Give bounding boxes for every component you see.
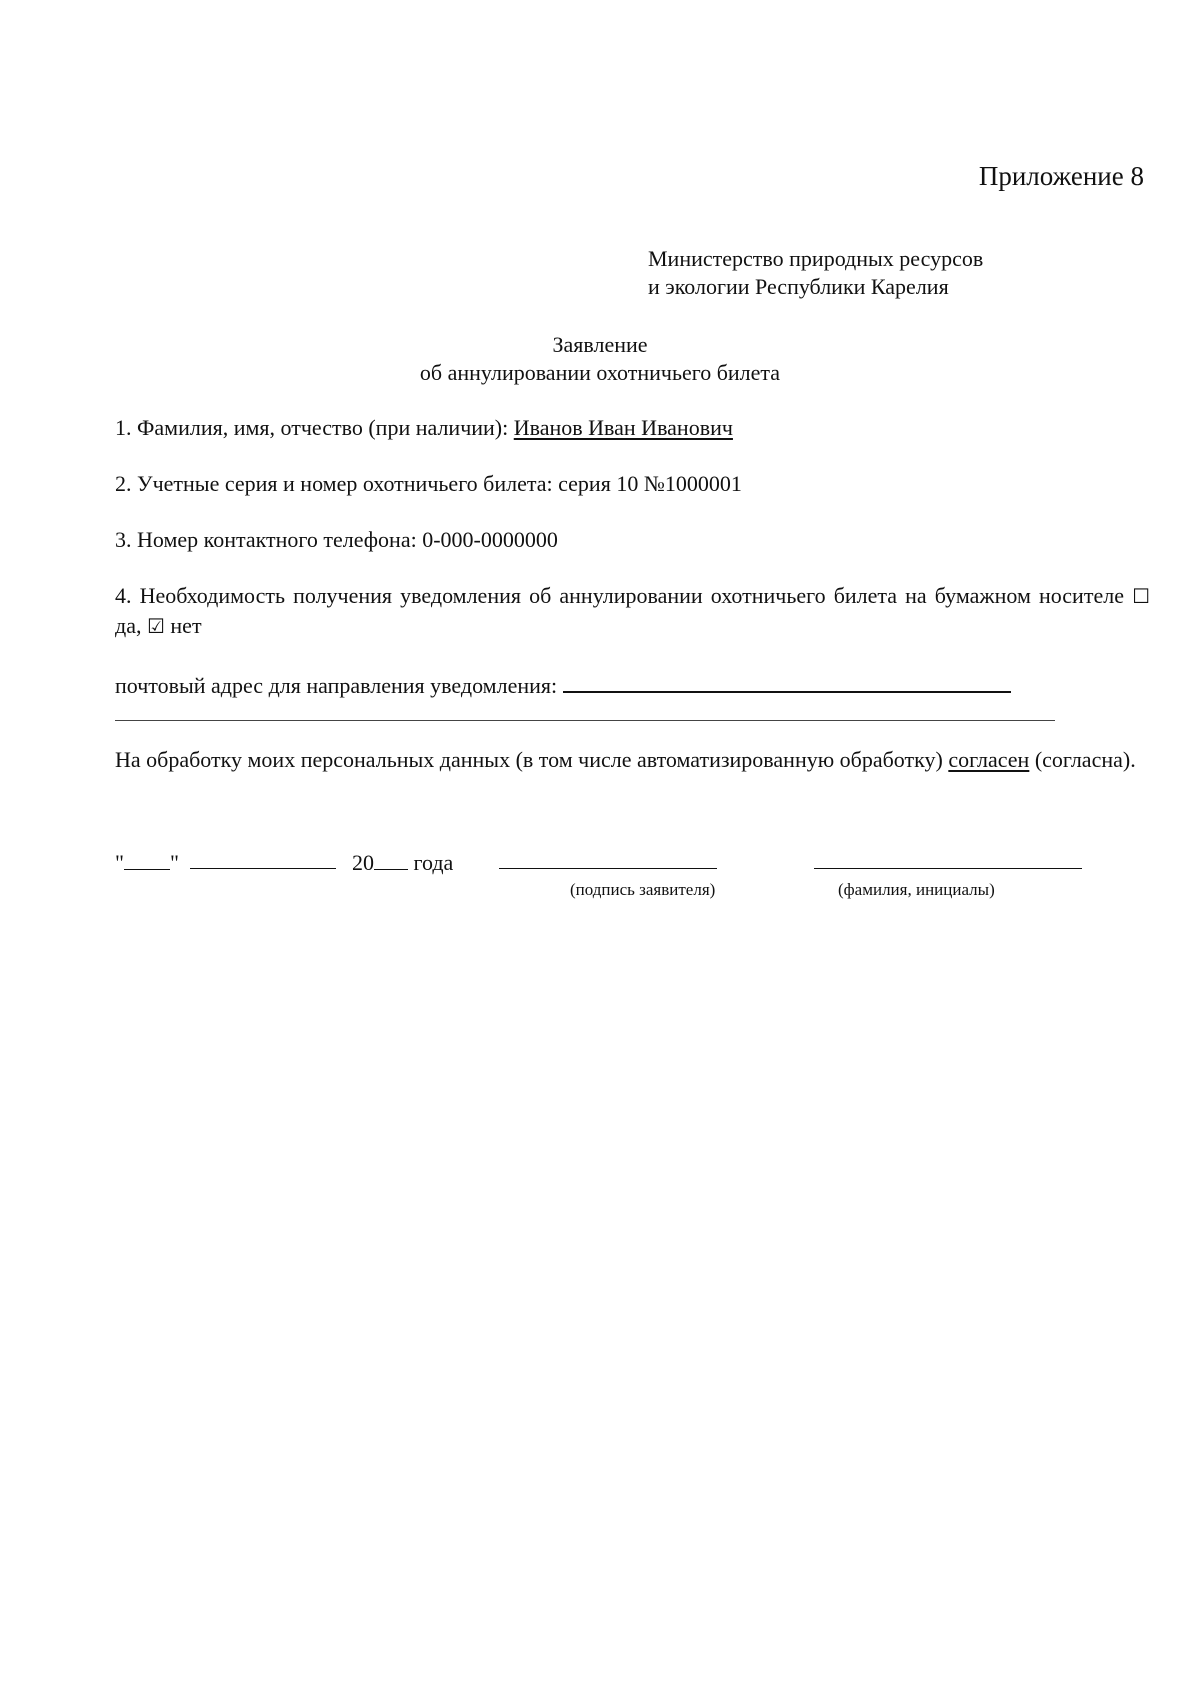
date-day-field (115, 848, 179, 877)
addressee-block (648, 245, 1168, 301)
name-input-line[interactable] (814, 848, 1082, 869)
document-title (0, 331, 1200, 387)
consent-text: На обработку моих персональных данных (в том числе автоматизированную обработку) (115, 747, 949, 772)
item-notice (115, 581, 1150, 641)
consent-agree-alt: (согласна). (1034, 747, 1136, 772)
caption-signature: (подпись заявителя) (570, 880, 716, 899)
day-input-line[interactable] (124, 849, 170, 870)
addressee-line2: и экологии Республики Карелия (648, 274, 949, 299)
item-ticket: 2. Учетные серия и номер охотничьего билета: серия 10 №1000001 (115, 471, 742, 496)
addressee-line1: Министерство природных ресурсов (648, 246, 984, 271)
title-line1: Заявление (552, 332, 648, 357)
month-input-line[interactable] (190, 848, 336, 869)
year-prefix: 20 (352, 850, 374, 875)
year-input-line[interactable] (374, 849, 408, 870)
consent-paragraph (115, 745, 1150, 774)
checkbox-yes[interactable]: ☐ (1132, 584, 1150, 608)
checkbox-no-checked[interactable]: ☑ (146, 614, 165, 638)
title-line2: об аннулировании охотничьего билета (419, 360, 781, 385)
signature-input-line[interactable] (499, 848, 717, 869)
address-label: почтовый адрес для направления уведомления: (115, 673, 558, 698)
consent-agree: согласен (948, 747, 1030, 772)
notice-text: 4. Необходимость получения уведомления об аннулировании охотничьего билета на бумажном носителе (115, 583, 1133, 608)
quote-close: " (169, 850, 179, 875)
date-year-field (352, 848, 453, 877)
quote-open: " (115, 850, 124, 875)
address-input-line-2[interactable] (115, 720, 1055, 721)
year-suffix: года (413, 850, 454, 875)
fio-label: 1. Фамилия, имя, отчество (при наличии): (115, 415, 514, 440)
option-no-label: нет (164, 613, 202, 638)
address-input-line[interactable] (563, 671, 1011, 693)
fio-value: Иванов Иван Иванович (513, 415, 733, 440)
appendix-label: Приложение 8 (978, 161, 1144, 191)
item-address (115, 671, 1150, 700)
option-yes-label: да, (115, 613, 147, 638)
caption-name: (фамилия, инициалы) (838, 880, 995, 899)
item-phone: 3. Номер контактного телефона: 0-000-0000000 (115, 527, 558, 552)
item-fio (115, 413, 1150, 442)
